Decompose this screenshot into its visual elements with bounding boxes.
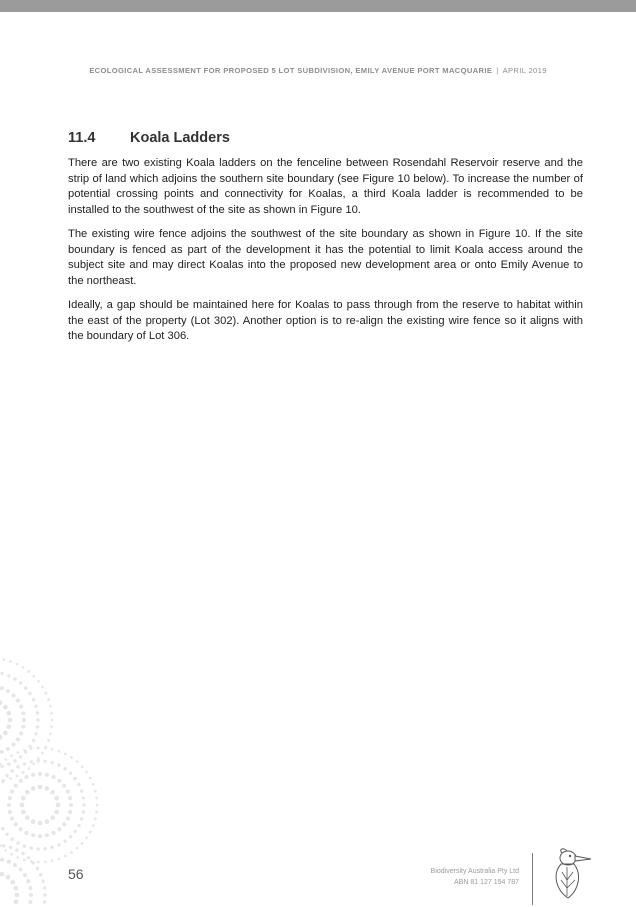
pattern-dot bbox=[10, 880, 15, 885]
pattern-dot bbox=[2, 844, 5, 847]
pattern-dot bbox=[38, 785, 43, 790]
pattern-dot bbox=[43, 893, 46, 896]
pattern-dot bbox=[13, 759, 16, 762]
pattern-dot bbox=[21, 711, 25, 715]
pattern-dot bbox=[51, 719, 54, 722]
pattern-dot bbox=[21, 725, 25, 729]
pattern-dot bbox=[49, 732, 52, 735]
pattern-dot bbox=[81, 765, 84, 768]
pattern-dot bbox=[81, 842, 84, 845]
pattern-dot bbox=[89, 831, 92, 834]
pattern-dot bbox=[89, 777, 92, 780]
pattern-dot bbox=[41, 880, 44, 883]
pattern-dot bbox=[23, 873, 27, 877]
pattern-dot bbox=[7, 763, 10, 766]
pattern-dot bbox=[6, 689, 10, 693]
pattern-dot bbox=[36, 867, 39, 870]
pattern-dot bbox=[32, 739, 35, 742]
pattern-dot bbox=[50, 815, 55, 820]
pattern-dot bbox=[4, 758, 7, 761]
pattern-dot bbox=[82, 803, 85, 806]
top-bar bbox=[0, 0, 636, 12]
section-heading bbox=[68, 130, 230, 146]
pattern-dot bbox=[74, 777, 77, 780]
pattern-dot bbox=[54, 796, 59, 801]
pattern-dot bbox=[21, 796, 26, 801]
pattern-dot bbox=[32, 675, 35, 678]
paragraph: There are two existing Koala ladders on the fenceline between Rosendahl Reservoir reserve and the strip of land which adjoins the southern site boundary (see Figure 10 below). To increase the number of potential crossing points and connectivity for Koalas, a third Koala ladder is recommended to be installed to the southwest of the site as shown in Figure 10. bbox=[68, 157, 583, 216]
pattern-dot bbox=[32, 698, 35, 701]
pattern-dot bbox=[0, 735, 2, 740]
pattern-dot bbox=[51, 775, 55, 779]
pattern-dot bbox=[14, 784, 18, 788]
pattern-dot bbox=[0, 700, 2, 705]
pattern-dot bbox=[25, 790, 30, 795]
pattern-dot bbox=[1, 827, 4, 830]
pattern-dot bbox=[32, 762, 35, 765]
pattern-dot bbox=[50, 726, 53, 729]
pattern-dot bbox=[19, 827, 23, 831]
pattern-dot bbox=[5, 833, 8, 836]
company-name: Biodiversity Australia Pty Ltd bbox=[430, 868, 519, 875]
pattern-dot bbox=[47, 698, 50, 701]
pattern-dot bbox=[31, 786, 36, 791]
pattern-dot bbox=[62, 784, 66, 788]
pattern-dot bbox=[51, 831, 55, 835]
pattern-dot bbox=[50, 712, 53, 715]
pattern-dot bbox=[80, 789, 83, 792]
pattern-dot bbox=[70, 851, 73, 854]
pattern-dot bbox=[16, 663, 19, 666]
running-header-title: ECOLOGICAL ASSESSMENT FOR PROPOSED 5 LOT SUBDIVISION, EMILY AVENUE PORT MACQUARIE bbox=[89, 66, 493, 75]
pattern-dot bbox=[45, 819, 50, 824]
pattern-dot bbox=[39, 873, 42, 876]
pattern-dot bbox=[23, 762, 26, 765]
pattern-dot bbox=[14, 822, 18, 826]
pattern-dot bbox=[23, 749, 26, 752]
pattern-dot bbox=[0, 750, 4, 754]
pattern-dot bbox=[38, 834, 42, 838]
dot-pattern-decoration bbox=[0, 630, 130, 907]
pattern-dot bbox=[28, 900, 32, 904]
pattern-dot bbox=[16, 856, 19, 859]
pattern-dot bbox=[15, 893, 20, 898]
pattern-dot bbox=[50, 790, 55, 795]
pattern-dot bbox=[9, 660, 12, 663]
pattern-dot bbox=[43, 900, 46, 903]
pattern-dot bbox=[92, 783, 95, 786]
pattern-dot bbox=[32, 861, 35, 864]
pattern-dot bbox=[0, 686, 4, 690]
pattern-dot bbox=[76, 847, 79, 850]
pattern-dot bbox=[69, 803, 73, 807]
pattern-dot bbox=[37, 680, 40, 683]
pattern-dot bbox=[16, 737, 20, 741]
footer-divider bbox=[532, 853, 533, 905]
pattern-dot bbox=[37, 759, 40, 762]
pattern-dot bbox=[51, 761, 54, 764]
pattern-dot bbox=[22, 718, 26, 722]
pattern-dot bbox=[66, 816, 70, 820]
pattern-dot bbox=[4, 849, 7, 852]
pattern-dot bbox=[94, 818, 97, 821]
pattern-dot bbox=[36, 711, 39, 714]
pattern-dot bbox=[51, 846, 54, 849]
pattern-dot bbox=[45, 773, 49, 777]
pattern-dot bbox=[24, 686, 27, 689]
pattern-dot bbox=[11, 743, 15, 747]
pattern-dot bbox=[57, 779, 61, 783]
pattern-dot bbox=[27, 670, 30, 673]
pattern-dot bbox=[64, 753, 67, 756]
pattern-dot bbox=[41, 686, 44, 689]
pattern-dot bbox=[68, 796, 72, 800]
pattern-dot bbox=[21, 852, 24, 855]
pattern-dot bbox=[1, 780, 4, 783]
pattern-dot bbox=[30, 747, 33, 750]
pattern-dot bbox=[92, 824, 95, 827]
pattern-dot bbox=[58, 857, 61, 860]
pattern-dot bbox=[7, 803, 11, 807]
pattern-dot bbox=[7, 860, 11, 864]
pattern-dot bbox=[64, 855, 67, 858]
pattern-dot bbox=[69, 835, 72, 838]
pattern-dot bbox=[63, 767, 66, 770]
pattern-dot bbox=[28, 692, 31, 695]
pattern-dot bbox=[37, 861, 40, 864]
pattern-dot bbox=[74, 830, 77, 833]
pattern-dot bbox=[69, 772, 72, 775]
pattern-dot bbox=[19, 705, 23, 709]
pattern-dot bbox=[19, 681, 22, 684]
pattern-dot bbox=[68, 810, 72, 814]
pattern-dot bbox=[57, 827, 61, 831]
pattern-dot bbox=[16, 751, 19, 754]
pattern-dot bbox=[6, 711, 11, 716]
pattern-dot bbox=[51, 859, 54, 862]
pattern-dot bbox=[56, 803, 61, 808]
pattern-dot bbox=[26, 879, 30, 883]
pattern-dot bbox=[11, 769, 14, 772]
pattern-dot bbox=[38, 821, 43, 826]
pattern-dot bbox=[13, 863, 17, 867]
pattern-dot bbox=[8, 810, 12, 814]
pattern-dot bbox=[16, 841, 19, 844]
pattern-dot bbox=[82, 810, 85, 813]
pattern-dot bbox=[22, 666, 25, 669]
pattern-dot bbox=[51, 748, 54, 751]
pattern-dot bbox=[58, 750, 61, 753]
pattern-dot bbox=[14, 899, 19, 904]
pattern-dot bbox=[63, 840, 66, 843]
pattern-dot bbox=[8, 718, 13, 723]
pattern-dot bbox=[28, 886, 32, 890]
pattern-dot bbox=[5, 774, 8, 777]
pattern-dot bbox=[2, 658, 5, 661]
pattern-dot bbox=[11, 693, 15, 697]
pattern-dot bbox=[7, 674, 10, 677]
pattern-dot bbox=[38, 772, 42, 776]
pattern-dot bbox=[6, 747, 10, 751]
pattern-dot bbox=[62, 822, 66, 826]
pattern-dot bbox=[31, 833, 35, 837]
running-header-date: APRIL 2019 bbox=[502, 66, 547, 75]
pattern-dot bbox=[22, 771, 25, 774]
pattern-dot bbox=[10, 816, 14, 820]
pattern-dot bbox=[16, 765, 19, 768]
pattern-dot bbox=[9, 777, 12, 780]
bird-logo-icon bbox=[548, 846, 594, 902]
pattern-dot bbox=[11, 837, 14, 840]
pattern-dot bbox=[94, 790, 97, 793]
pattern-dot bbox=[21, 810, 26, 815]
pattern-dot bbox=[14, 886, 19, 891]
pattern-dot bbox=[31, 819, 36, 824]
pattern-dot bbox=[6, 875, 11, 880]
pattern-dot bbox=[80, 817, 83, 820]
pattern-dot bbox=[19, 755, 22, 758]
paragraph: The existing wire fence adjoins the southwest of the site boundary as shown in Figure 10. If the site boundary is fenced as part of the development it has the potential to limit Koala access around the subject site and may direct Koalas into the proposed new development area or onto Emily Avenue to the northeast. bbox=[68, 228, 583, 287]
section-number: 11.4 bbox=[68, 130, 96, 146]
pattern-dot bbox=[13, 677, 16, 680]
pattern-dot bbox=[44, 747, 47, 750]
pattern-dot bbox=[10, 789, 14, 793]
pattern-dot bbox=[34, 705, 37, 708]
pattern-dot bbox=[0, 872, 4, 877]
pattern-dot bbox=[41, 752, 44, 755]
pattern-dot bbox=[8, 796, 12, 800]
pattern-dot bbox=[37, 747, 40, 750]
pattern-dot bbox=[3, 731, 8, 736]
pattern-dot bbox=[85, 771, 88, 774]
page-number: 56 bbox=[68, 866, 84, 882]
pattern-dot bbox=[19, 779, 23, 783]
pattern-dot bbox=[85, 837, 88, 840]
pattern-dot bbox=[95, 797, 98, 800]
pattern-dot bbox=[29, 893, 33, 897]
pattern-dot bbox=[0, 858, 4, 862]
pattern-dot bbox=[16, 775, 19, 778]
pattern-dot bbox=[70, 756, 73, 759]
pattern-dot bbox=[16, 699, 20, 703]
pattern-dot bbox=[77, 783, 80, 786]
pattern-dot bbox=[43, 886, 46, 889]
pattern-dot bbox=[57, 843, 60, 846]
pattern-dot bbox=[66, 789, 70, 793]
pattern-dot bbox=[30, 760, 33, 763]
pattern-dot bbox=[47, 739, 50, 742]
pattern-dot bbox=[36, 725, 39, 728]
pattern-dot bbox=[19, 731, 23, 735]
company-abn: ABN 81 127 154 787 bbox=[454, 879, 519, 886]
pattern-dot bbox=[57, 764, 60, 767]
running-header bbox=[0, 66, 636, 75]
pattern-dot bbox=[0, 845, 2, 848]
pattern-dot bbox=[23, 858, 26, 861]
pattern-dot bbox=[34, 732, 37, 735]
pattern-dot bbox=[49, 705, 52, 708]
body-text bbox=[68, 156, 583, 354]
pattern-dot bbox=[10, 754, 13, 757]
pattern-dot bbox=[45, 833, 49, 837]
pattern-dot bbox=[45, 786, 50, 791]
pattern-dot bbox=[36, 718, 39, 721]
pattern-dot bbox=[15, 848, 18, 851]
pattern-dot bbox=[3, 705, 8, 710]
pattern-dot bbox=[96, 804, 99, 807]
pattern-dot bbox=[6, 724, 11, 729]
pattern-dot bbox=[82, 796, 85, 799]
pattern-dot bbox=[31, 773, 35, 777]
pattern-dot bbox=[77, 824, 80, 827]
pattern-dot bbox=[27, 856, 30, 859]
pattern-dot bbox=[44, 860, 47, 863]
pattern-dot bbox=[0, 672, 3, 675]
pattern-dot bbox=[10, 853, 13, 856]
footer-company-info bbox=[431, 866, 519, 888]
pattern-dot bbox=[24, 831, 28, 835]
pattern-dot bbox=[45, 692, 48, 695]
pattern-dot bbox=[95, 811, 98, 814]
pattern-dot bbox=[54, 810, 59, 815]
pattern-dot bbox=[18, 867, 22, 871]
pattern-dot bbox=[25, 815, 30, 820]
pattern-dot bbox=[23, 844, 26, 847]
pattern-dot bbox=[27, 767, 30, 770]
pattern-dot bbox=[30, 846, 33, 849]
pattern-dot bbox=[9, 846, 12, 849]
section-title: Koala Ladders bbox=[130, 130, 230, 146]
pattern-dot bbox=[37, 847, 40, 850]
pattern-dot bbox=[44, 760, 47, 763]
pattern-dot bbox=[20, 803, 25, 808]
paragraph: Ideally, a gap should be maintained here for Koalas to pass through from the reserve to habitat within the east of the property (Lot 302). Another option is to re-align the existing wire fence so it aligns with the boundary of Lot 306. bbox=[68, 299, 583, 342]
pattern-dot bbox=[44, 847, 47, 850]
pattern-dot bbox=[76, 760, 79, 763]
pattern-dot bbox=[24, 775, 28, 779]
running-header-separator: | bbox=[496, 66, 499, 75]
